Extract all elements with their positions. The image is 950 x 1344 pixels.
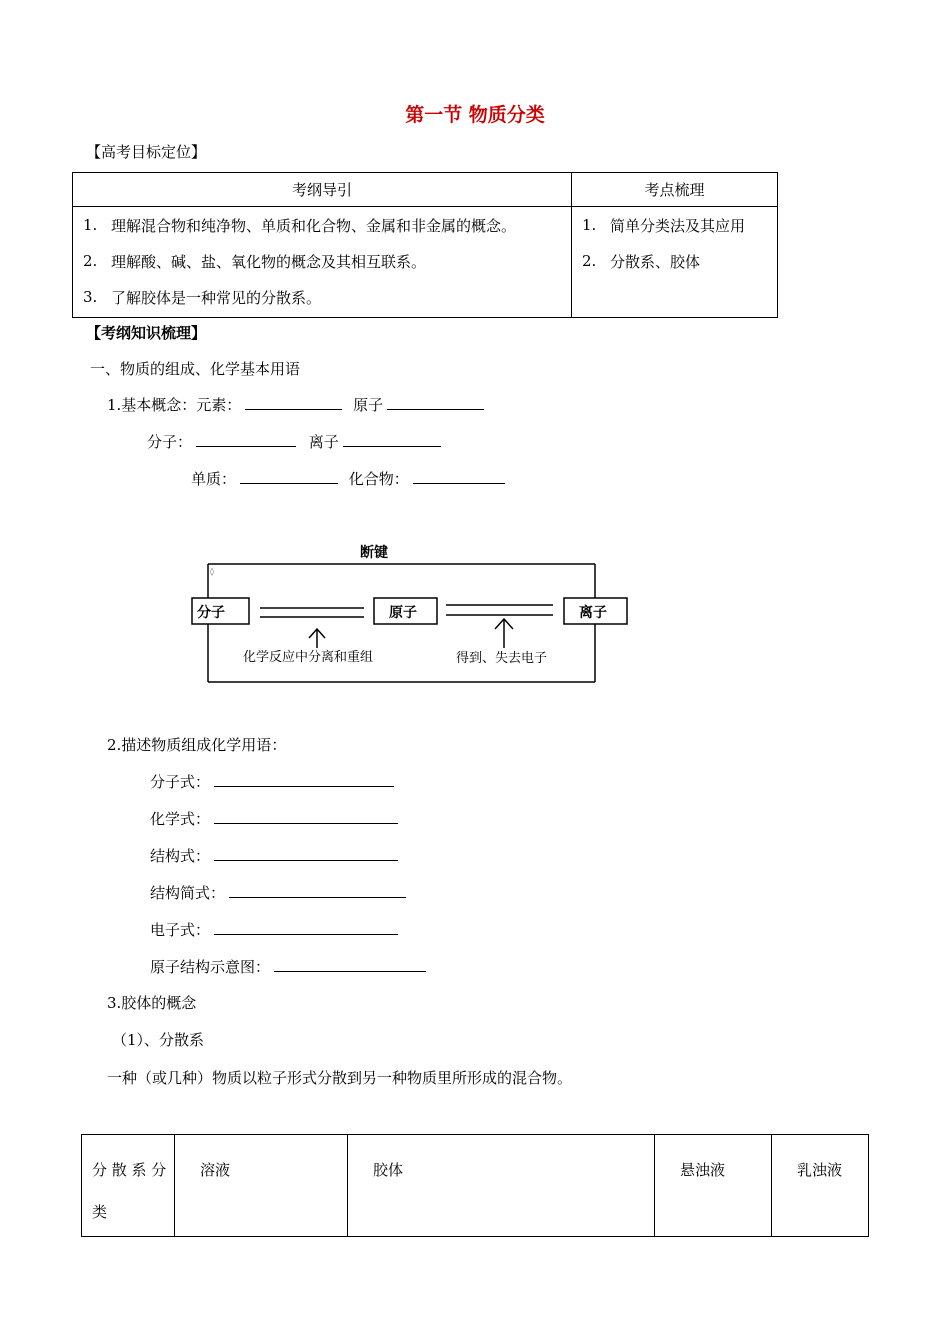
fill-blank[interactable] xyxy=(214,920,398,935)
formula-label: 原子结构示意图： xyxy=(150,958,271,976)
dispersion-table xyxy=(81,1134,869,1237)
dispersion-definition: 一种（或几种）物质以粒子形式分散到另一种物质里所形成的混合物。 xyxy=(107,1069,573,1087)
concept-label-ion: 离子 xyxy=(308,433,339,451)
small-mark: ◊ xyxy=(210,567,214,576)
page-title: 第一节 物质分类 xyxy=(405,104,545,126)
item-number: 3. xyxy=(83,288,98,306)
fill-blank[interactable] xyxy=(196,432,296,447)
basic-concepts-line1 xyxy=(107,394,484,415)
part1-heading: 一、物质的组成、化学基本用语 xyxy=(90,360,301,378)
item-text: 理解酸、碱、盐、氧化物的概念及其相互联系。 xyxy=(111,252,427,271)
describe-heading: 2.描述物质组成化学用语： xyxy=(107,736,287,754)
fill-blank[interactable] xyxy=(229,883,406,898)
diagram-atom: 原子 xyxy=(389,605,417,621)
header-label: 分 散 系 分 类 xyxy=(92,1161,167,1221)
item-number: 2. xyxy=(582,252,597,270)
section-goal-heading: 【高考目标定位】 xyxy=(86,143,207,161)
fill-blank[interactable] xyxy=(214,772,394,787)
list-item xyxy=(73,243,571,279)
list-item xyxy=(572,243,777,279)
goal-table-header-1: 考纲导引 xyxy=(73,173,572,207)
item-number: 1. xyxy=(83,216,98,234)
section-knowledge-heading: 【考纲知识梳理】 xyxy=(86,324,207,342)
fill-blank[interactable] xyxy=(214,846,398,861)
item-text: 理解混合物和纯净物、单质和化合物、金属和非金属的概念。 xyxy=(111,216,517,235)
dispersion-table-header xyxy=(82,1135,175,1237)
formula-label: 结构式： xyxy=(150,847,211,865)
formula-label: 化学式： xyxy=(150,810,211,828)
item-number: 2. xyxy=(83,252,98,270)
formula-line-chemical xyxy=(150,808,398,829)
diagram-molecule: 分子 xyxy=(197,605,225,621)
dispersion-cell-solution: 溶液 xyxy=(175,1135,348,1237)
formula-line-electron xyxy=(150,919,398,940)
formula-label: 分子式： xyxy=(150,773,211,791)
concept-label-molecule: 分子： xyxy=(147,433,193,451)
dispersion-cell-colloid: 胶体 xyxy=(348,1135,655,1237)
basic-concepts-line2 xyxy=(147,431,441,452)
goal-table xyxy=(72,172,778,318)
list-item xyxy=(572,207,777,243)
concept-label-element: 1.基本概念：元素： xyxy=(107,396,242,414)
fill-blank[interactable] xyxy=(240,469,338,484)
formula-line-atomic-structure xyxy=(150,956,426,977)
formula-label: 结构简式： xyxy=(150,884,226,902)
fill-blank[interactable] xyxy=(214,809,398,824)
diagram-top-label: 断键 xyxy=(360,545,388,561)
dispersion-cell-emulsion: 乳浊液 xyxy=(772,1135,869,1237)
goal-table-cell-2 xyxy=(572,207,778,318)
item-number: 1. xyxy=(582,216,597,234)
fill-blank[interactable] xyxy=(343,432,441,447)
dispersion-cell-suspension: 悬浊液 xyxy=(655,1135,772,1237)
fill-blank[interactable] xyxy=(413,469,505,484)
basic-concepts-line3 xyxy=(191,468,505,489)
item-text: 简单分类法及其应用 xyxy=(610,216,746,235)
list-item xyxy=(73,279,571,315)
diagram-left-arrow-label: 化学反应中分离和重组 xyxy=(243,650,374,665)
goal-table-header-2: 考点梳理 xyxy=(572,173,778,207)
concept-label-compound: 化合物： xyxy=(348,470,409,488)
colloid-heading: 3.胶体的概念 xyxy=(107,994,197,1012)
diagram-ion: 离子 xyxy=(579,605,607,621)
list-item xyxy=(73,207,571,243)
diagram-right-arrow-label: 得到、失去电子 xyxy=(456,651,548,666)
concept-label-atom: 原子 xyxy=(353,396,384,414)
dispersion-heading: （1）、分散系 xyxy=(112,1031,205,1049)
formula-line-molecular xyxy=(150,771,394,792)
concept-label-element-substance: 单质： xyxy=(191,470,237,488)
particle-relationship-diagram xyxy=(188,538,636,688)
formula-line-structural xyxy=(150,845,398,866)
item-text: 了解胶体是一种常见的分散系。 xyxy=(111,288,322,307)
fill-blank[interactable] xyxy=(387,395,484,410)
formula-label: 电子式： xyxy=(150,921,211,939)
item-text: 分散系、胶体 xyxy=(610,252,701,271)
fill-blank[interactable] xyxy=(274,957,426,972)
goal-table-cell-1 xyxy=(73,207,572,318)
fill-blank[interactable] xyxy=(245,395,342,410)
formula-line-condensed xyxy=(150,882,406,903)
